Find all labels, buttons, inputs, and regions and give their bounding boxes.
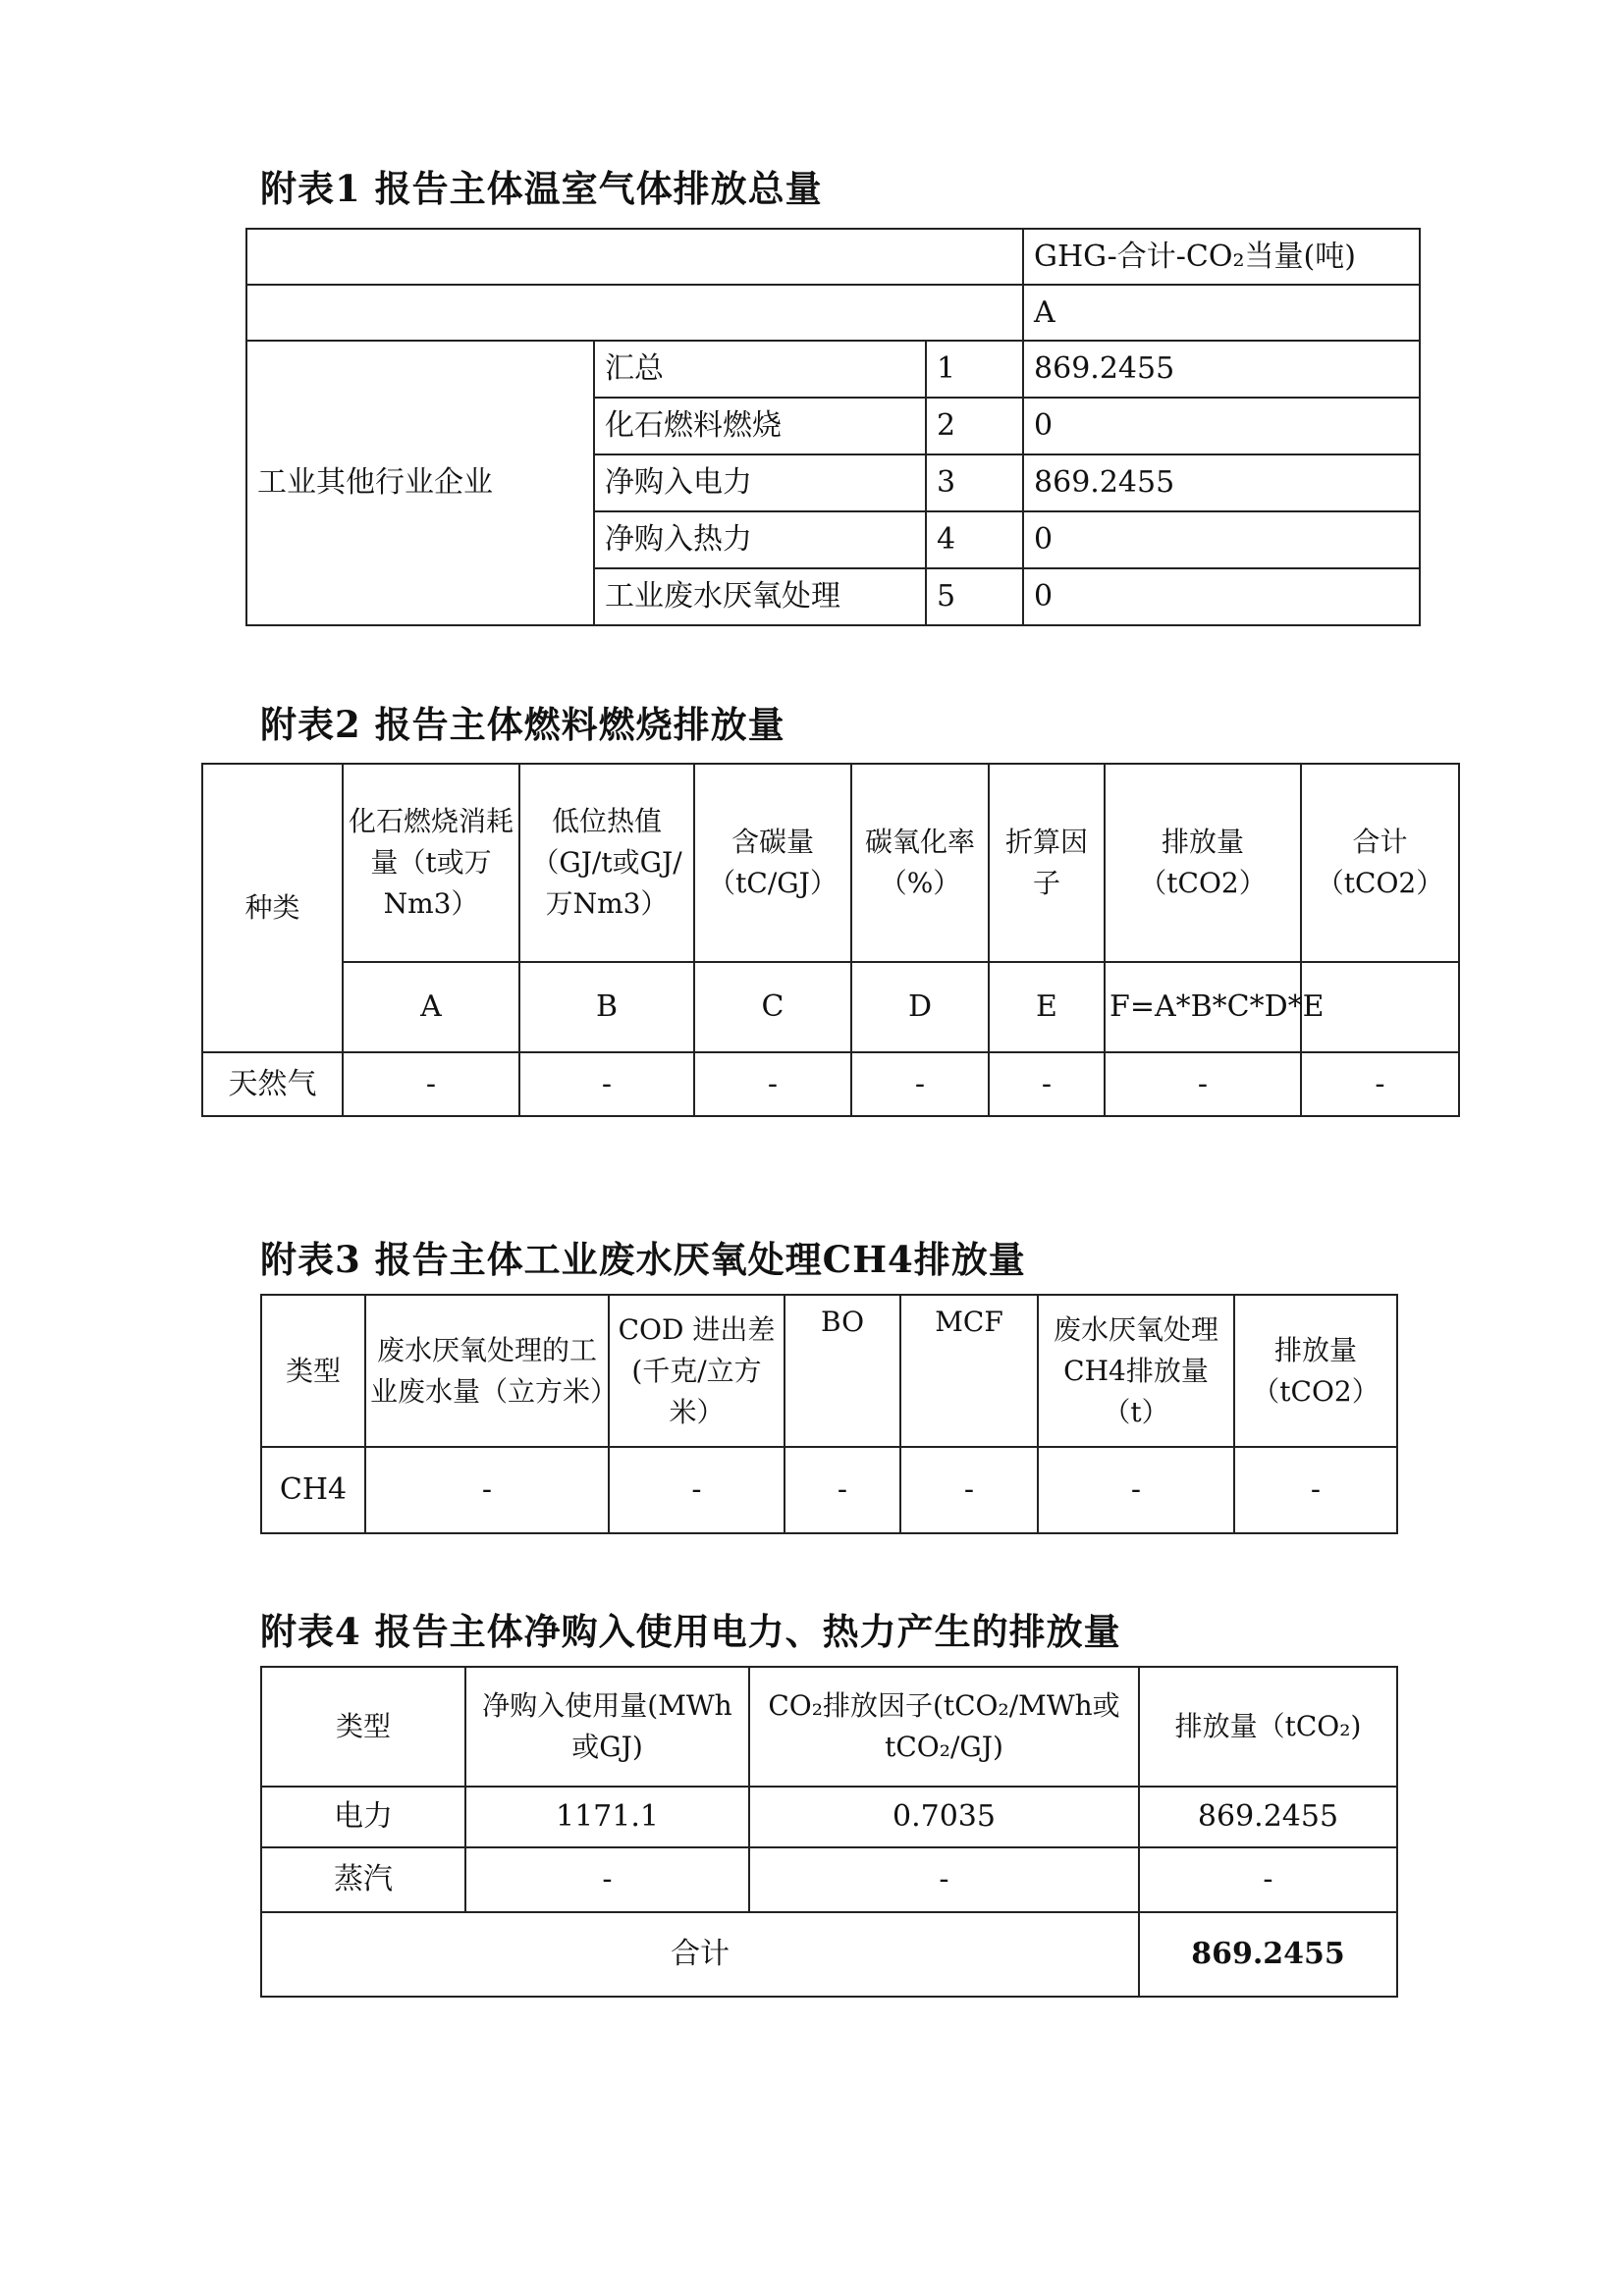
table3-cell: - bbox=[365, 1447, 609, 1533]
table4-row-emission: - bbox=[1139, 1847, 1397, 1912]
table3-cell: - bbox=[784, 1447, 900, 1533]
table2-letter-row bbox=[202, 962, 1459, 1052]
table2-title: 附表2 报告主体燃料燃烧排放量 bbox=[260, 703, 785, 746]
table4-row-type: 电力 bbox=[261, 1787, 465, 1847]
table2-header: 化石燃烧消耗量（t或万Nm3） bbox=[343, 764, 519, 962]
table4-header: 净购入使用量(MWh或GJ) bbox=[465, 1667, 749, 1787]
table2-cell: - bbox=[989, 1052, 1105, 1116]
table2-header: 折算因子 bbox=[989, 764, 1105, 962]
table2-letter bbox=[1301, 962, 1459, 1052]
table3-header: 排放量（tCO2） bbox=[1234, 1295, 1397, 1447]
table-row bbox=[261, 1847, 1397, 1912]
table1-row-no: 2 bbox=[926, 398, 1023, 454]
table4-total-row bbox=[261, 1912, 1397, 1997]
table3-header-row bbox=[261, 1295, 1397, 1447]
table2 bbox=[201, 763, 1460, 1117]
table2-header: 种类 bbox=[202, 764, 343, 1052]
table2-cell: - bbox=[343, 1052, 519, 1116]
table-row bbox=[261, 1447, 1397, 1533]
table2-header: 低位热值（GJ/t或GJ/万Nm3） bbox=[519, 764, 694, 962]
table-row bbox=[202, 1052, 1459, 1116]
table4-header: 类型 bbox=[261, 1667, 465, 1787]
table4-header: CO₂排放因子(tCO₂/MWh或tCO₂/GJ) bbox=[749, 1667, 1139, 1787]
table1-row-name: 工业废水厌氧处理 bbox=[594, 568, 926, 625]
table3-header: MCF bbox=[900, 1295, 1038, 1447]
table1-row-value: 0 bbox=[1023, 511, 1420, 568]
table1-row-name: 净购入电力 bbox=[594, 454, 926, 511]
table-row bbox=[261, 1787, 1397, 1847]
table1-row-value: 869.2455 bbox=[1023, 341, 1420, 398]
table3-cell: - bbox=[1038, 1447, 1234, 1533]
table3-cell: - bbox=[900, 1447, 1038, 1533]
table1-row-value: 869.2455 bbox=[1023, 454, 1420, 511]
table1-row-no: 3 bbox=[926, 454, 1023, 511]
table3-header: 类型 bbox=[261, 1295, 365, 1447]
table2-cell: - bbox=[519, 1052, 694, 1116]
table3-cell: - bbox=[609, 1447, 784, 1533]
table1 bbox=[245, 228, 1421, 626]
table1-letter-row bbox=[246, 285, 1420, 341]
table4-row-factor: - bbox=[749, 1847, 1139, 1912]
table3-row-type: CH4 bbox=[261, 1447, 365, 1533]
table2-header: 排放量（tCO2） bbox=[1105, 764, 1301, 962]
table1-row-value: 0 bbox=[1023, 568, 1420, 625]
table2-cell: - bbox=[1301, 1052, 1459, 1116]
table2-letter: C bbox=[694, 962, 851, 1052]
table2-row-type: 天然气 bbox=[202, 1052, 343, 1116]
table4-row-factor: 0.7035 bbox=[749, 1787, 1139, 1847]
table4-title: 附表4 报告主体净购入使用电力、热力产生的排放量 bbox=[260, 1610, 1121, 1653]
table2-cell: - bbox=[694, 1052, 851, 1116]
table3-header: COD 进出差(千克/立方米） bbox=[609, 1295, 784, 1447]
table1-header: GHG-合计-CO₂当量(吨) bbox=[1023, 229, 1420, 285]
table1-row-name: 汇总 bbox=[594, 341, 926, 398]
table2-header: 含碳量（tC/GJ） bbox=[694, 764, 851, 962]
table2-header: 合计（tCO2） bbox=[1301, 764, 1459, 962]
table4-header: 排放量（tCO₂) bbox=[1139, 1667, 1397, 1787]
table3-cell: - bbox=[1234, 1447, 1397, 1533]
table2-letter: B bbox=[519, 962, 694, 1052]
table4-row-type: 蒸汽 bbox=[261, 1847, 465, 1912]
table1-title: 附表1 报告主体温室气体排放总量 bbox=[260, 167, 823, 210]
table3-title: 附表3 报告主体工业废水厌氧处理CH4排放量 bbox=[260, 1238, 1026, 1281]
table2-letter: E bbox=[989, 962, 1105, 1052]
table1-blank-cell bbox=[246, 229, 1023, 285]
table4-total-value: 869.2455 bbox=[1139, 1912, 1397, 1997]
table1-header-row bbox=[246, 229, 1420, 285]
table1-group: 工业其他行业企业 bbox=[246, 341, 594, 625]
table3-header: BO bbox=[784, 1295, 900, 1447]
table2-letter: A bbox=[343, 962, 519, 1052]
table4-row-usage: 1171.1 bbox=[465, 1787, 749, 1847]
table3-header: 废水厌氧处理CH4排放量（t） bbox=[1038, 1295, 1234, 1447]
table4-total-label: 合计 bbox=[261, 1912, 1139, 1997]
table2-letter: F=A*B*C*D*E bbox=[1105, 962, 1301, 1052]
table1-blank-cell bbox=[246, 285, 1023, 341]
table2-cell: - bbox=[1105, 1052, 1301, 1116]
table4-header-row bbox=[261, 1667, 1397, 1787]
table1-col-letter: A bbox=[1023, 285, 1420, 341]
table1-row-no: 5 bbox=[926, 568, 1023, 625]
table1-row-name: 净购入热力 bbox=[594, 511, 926, 568]
table2-header-row bbox=[202, 764, 1459, 962]
table4 bbox=[260, 1666, 1398, 1998]
table1-row-no: 4 bbox=[926, 511, 1023, 568]
table4-row-usage: - bbox=[465, 1847, 749, 1912]
table1-row-value: 0 bbox=[1023, 398, 1420, 454]
table-row bbox=[246, 341, 1420, 398]
table4-row-emission: 869.2455 bbox=[1139, 1787, 1397, 1847]
table3 bbox=[260, 1294, 1398, 1534]
table2-cell: - bbox=[851, 1052, 989, 1116]
table1-row-no: 1 bbox=[926, 341, 1023, 398]
table2-header: 碳氧化率（%） bbox=[851, 764, 989, 962]
table3-header: 废水厌氧处理的工业废水量（立方米） bbox=[365, 1295, 609, 1447]
table2-letter: D bbox=[851, 962, 989, 1052]
table1-row-name: 化石燃料燃烧 bbox=[594, 398, 926, 454]
